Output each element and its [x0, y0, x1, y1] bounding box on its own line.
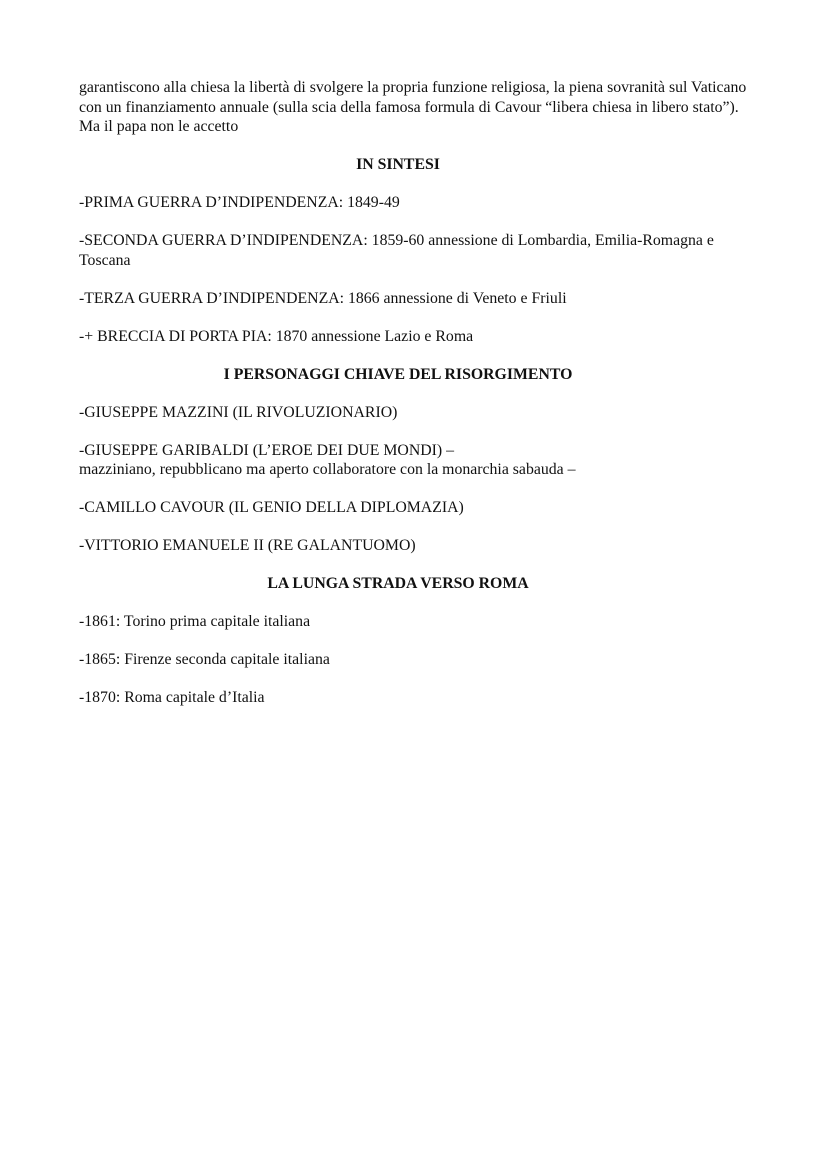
list-item: -VITTORIO EMANUELE II (RE GALANTUOMO) [79, 537, 416, 554]
list-item: -GIUSEPPE MAZZINI (IL RIVOLUZIONARIO) [79, 403, 398, 421]
list-item: -SECONDA GUERRA D’INDIPENDENZA: 1859-60 annessione di Lombardia, Emilia-Romagna e Toscana [79, 232, 714, 269]
list-item: -TERZA GUERRA D’INDIPENDENZA: 1866 annessione di Veneto e Friuli [79, 289, 567, 307]
list-item: -1865: Firenze seconda capitale italiana [79, 651, 330, 668]
list-item: -1870: Roma capitale d’Italia [79, 689, 265, 706]
garibaldi-note: mazziniano, repubblicano ma aperto collaboratore con la monarchia sabauda – [79, 461, 576, 478]
heading-strada-roma: LA LUNGA STRADA VERSO ROMA [267, 575, 529, 592]
list-item: -CAMILLO CAVOUR (IL GENIO DELLA DIPLOMAZIA) [79, 499, 464, 516]
list-item: -PRIMA GUERRA D’INDIPENDENZA: 1849-49 [79, 194, 400, 211]
heading-in-sintesi: IN SINTESI [356, 156, 440, 173]
document-page [79, 78, 747, 726]
list-item-garibaldi [79, 441, 747, 480]
intro-paragraph: garantiscono alla chiesa la libertà di svolgere la propria funzione religiosa, la piena sovranità sul Vaticano con un finanziamento annuale (sulla scia della famosa formula di Cavour “libera chiesa in libero stato”). Ma il papa non le accetto [79, 79, 747, 135]
list-item: -1861: Torino prima capitale italiana [79, 613, 311, 630]
garibaldi-title: -GIUSEPPE GARIBALDI (L’EROE DEI DUE MONDI) – [79, 441, 454, 459]
heading-personaggi: I PERSONAGGI CHIAVE DEL RISORGIMENTO [223, 365, 573, 383]
list-item: -+ BRECCIA DI PORTA PIA: 1870 annessione Lazio e Roma [79, 327, 474, 345]
